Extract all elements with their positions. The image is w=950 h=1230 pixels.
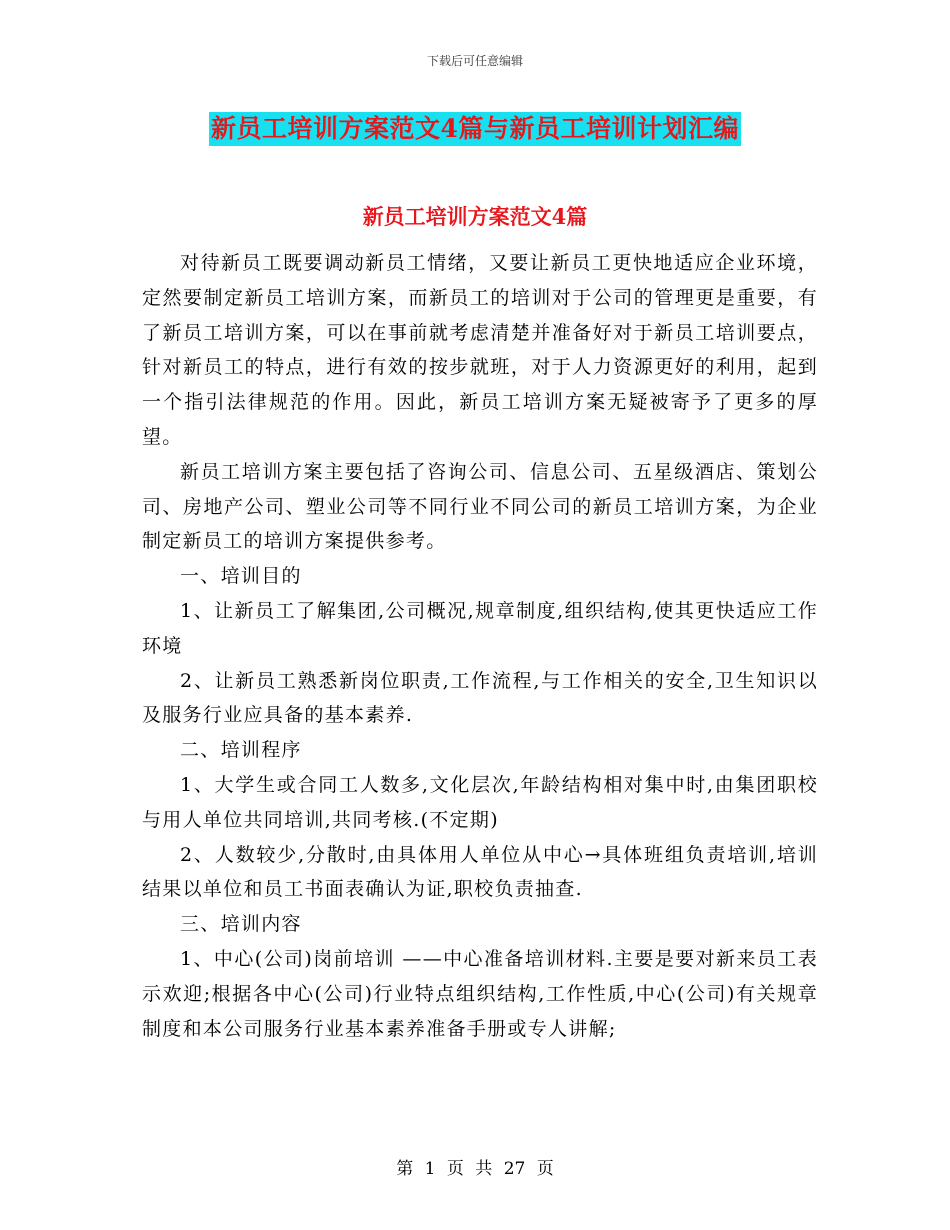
section-heading: 二、培训程序: [180, 739, 302, 762]
section-heading: 一、培训目的: [180, 565, 302, 588]
paragraph: 新员工培训方案主要包括了咨询公司、信息公司、五星级酒店、策划公司、房地产公司、塑业公司等不同行业不同公司的新员工培训方案，为企业制定新员工的培训方案提供参考。: [142, 460, 818, 553]
list-item: 1、大学生或合同工人数多,文化层次,年龄结构相对集中时,由集团职校与用人单位共同培训,共同考核.(不定期): [142, 773, 818, 831]
section-heading: 三、培训内容: [180, 913, 302, 936]
header-note: 下载后可任意编辑: [426, 54, 523, 68]
list-item: 1、中心(公司)岗前培训 ——中心准备培训材料.主要是要对新来员工表示欢迎;根据各中心(公司)行业特点组织结构,工作性质,中心(公司)有关规章制度和本公司服务行业基本素养准备手册或专人讲解;: [142, 947, 818, 1040]
list-item: 1、让新员工了解集团,公司概况,规章制度,组织结构,使其更快适应工作环境: [142, 599, 818, 657]
main-title-text: 新员工培训方案范文4篇与新员工培训计划汇编: [209, 112, 741, 146]
main-title: [0, 112, 950, 146]
document-body: [142, 246, 818, 1046]
list-item: 2、人数较少,分散时,由具体用人单位从中心→具体班组负责培训,培训结果以单位和员工书面表确认为证,职校负责抽查.: [142, 843, 818, 901]
paragraph: 对待新员工既要调动新员工情绪，又要让新员工更快地适应企业环境，定然要制定新员工培训方案，而新员工的培训对于公司的管理更是重要，有了新员工培训方案，可以在事前就考虑清楚并准备好对于新员工培训要点，针对新员工的特点，进行有效的按步就班，对于人力资源更好的利用，起到一个指引法律规范的作用。因此，新员工培训方案无疑被寄予了更多的厚望。: [142, 252, 818, 448]
section-title: 新员工培训方案范文4篇: [362, 204, 588, 229]
list-item: 2、让新员工熟悉新岗位职责,工作流程,与工作相关的安全,卫生知识以及服务行业应具备的基本素养.: [142, 669, 818, 727]
page-number: 第 1 页 共 27 页: [396, 1159, 554, 1179]
